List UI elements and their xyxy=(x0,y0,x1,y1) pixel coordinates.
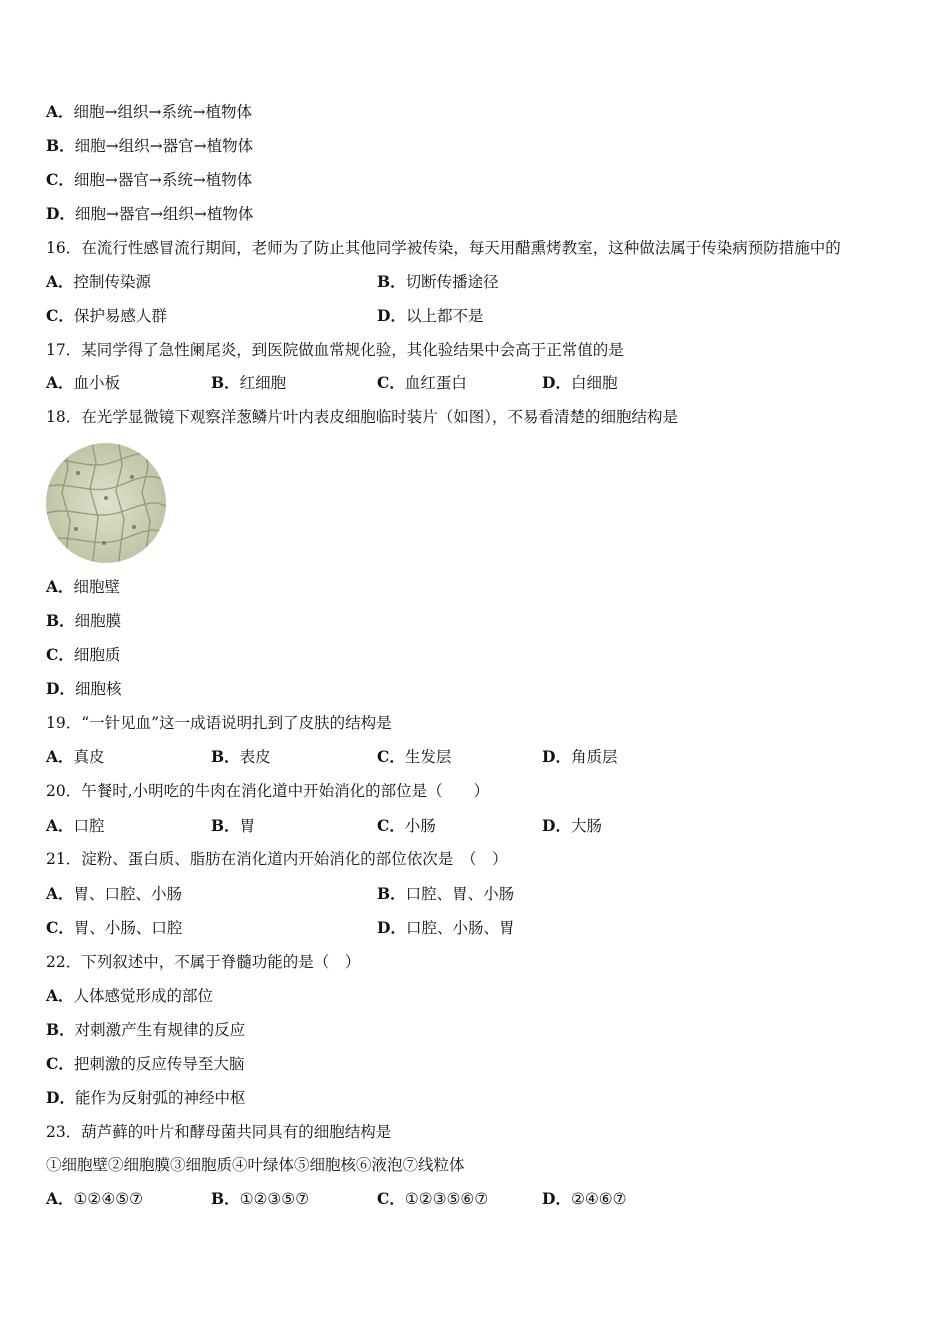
q23-option-c: C．①②③⑤⑥⑦ xyxy=(377,1189,489,1208)
q21-option-a: A．胃、口腔、小肠 xyxy=(46,884,183,903)
q18-option-b: B．细胞膜 xyxy=(46,611,122,630)
q16-option-a: A．控制传染源 xyxy=(46,272,152,291)
q17-stem: 17．某同学得了急性阑尾炎，到医院做血常规化验，其化验结果中会高于正常值的是 xyxy=(46,341,624,359)
q17-option-b: B．红细胞 xyxy=(211,373,287,392)
q16-option-b: B．切断传播途径 xyxy=(377,272,499,291)
q22-stem: 22．下列叙述中，不属于脊髓功能的是（ ） xyxy=(46,953,361,971)
q21-stem: 21．淀粉、蛋白质、脂肪在消化道内开始消化的部位依次是 （ ） xyxy=(46,850,508,868)
q23-option-a: A．①②④⑤⑦ xyxy=(46,1189,144,1208)
q15-option-b: B．细胞→组织→器官→植物体 xyxy=(46,136,254,155)
q20-option-a: A．口腔 xyxy=(46,816,105,835)
q20-option-d: D．大肠 xyxy=(542,816,602,835)
q16-stem: 16．在流行性感冒流行期间，老师为了防止其他同学被传染，每天用醋熏烤教室，这种做法属于传染病预防措施中的 xyxy=(46,239,841,257)
q18-option-c: C．细胞质 xyxy=(46,645,121,664)
q23-stem: 23．葫芦藓的叶片和酵母菌共同具有的细胞结构是 xyxy=(46,1123,392,1141)
q19-option-b: B．表皮 xyxy=(211,747,271,766)
q17-option-c: C．血红蛋白 xyxy=(377,373,467,392)
q21-option-c: C．胃、小肠、口腔 xyxy=(46,918,183,937)
q19-option-c: C．生发层 xyxy=(377,747,452,766)
q16-option-c: C．保护易感人群 xyxy=(46,306,167,325)
q20-option-c: C．小肠 xyxy=(377,816,436,835)
q18-stem: 18．在光学显微镜下观察洋葱鳞片叶内表皮细胞临时装片（如图），不易看清楚的细胞结构是 xyxy=(46,408,678,426)
q17-option-d: D．白细胞 xyxy=(542,373,618,392)
q21-option-b: B．口腔、胃、小肠 xyxy=(377,884,515,903)
q19-option-a: A．真皮 xyxy=(46,747,105,766)
q22-option-c: C．把刺激的反应传导至大脑 xyxy=(46,1054,245,1073)
q17-option-a: A．血小板 xyxy=(46,373,121,392)
onion-epidermis-micrograph xyxy=(46,443,166,563)
q21-option-d: D．口腔、小肠、胃 xyxy=(377,918,515,937)
q15-option-d: D．细胞→器官→组织→植物体 xyxy=(46,204,254,223)
q22-option-d: D．能作为反射弧的神经中枢 xyxy=(46,1088,246,1107)
q22-option-a: A．人体感觉形成的部位 xyxy=(46,986,214,1005)
q16-option-d: D．以上都不是 xyxy=(377,306,484,325)
q18-option-d: D．细胞核 xyxy=(46,679,122,698)
q15-option-c: C．细胞→器官→系统→植物体 xyxy=(46,170,253,189)
q23-option-d: D．②④⑥⑦ xyxy=(542,1189,627,1208)
q20-stem: 20．午餐时,小明吃的牛肉在消化道中开始消化的部位是（ ） xyxy=(46,782,490,800)
q19-stem: 19．“一针见血”这一成语说明扎到了皮肤的结构是 xyxy=(46,714,392,732)
q23-items: ①细胞壁②细胞膜③细胞质④叶绿体⑤细胞核⑥液泡⑦线粒体 xyxy=(46,1156,465,1174)
q22-option-b: B．对刺激产生有规律的反应 xyxy=(46,1020,246,1039)
q19-option-d: D．角质层 xyxy=(542,747,618,766)
q15-option-a: A．细胞→组织→系统→植物体 xyxy=(46,102,252,121)
micrograph-image xyxy=(46,443,166,563)
q20-option-b: B．胃 xyxy=(211,816,256,835)
q18-option-a: A．细胞壁 xyxy=(46,577,121,596)
q23-option-b: B．①②③⑤⑦ xyxy=(211,1189,310,1208)
